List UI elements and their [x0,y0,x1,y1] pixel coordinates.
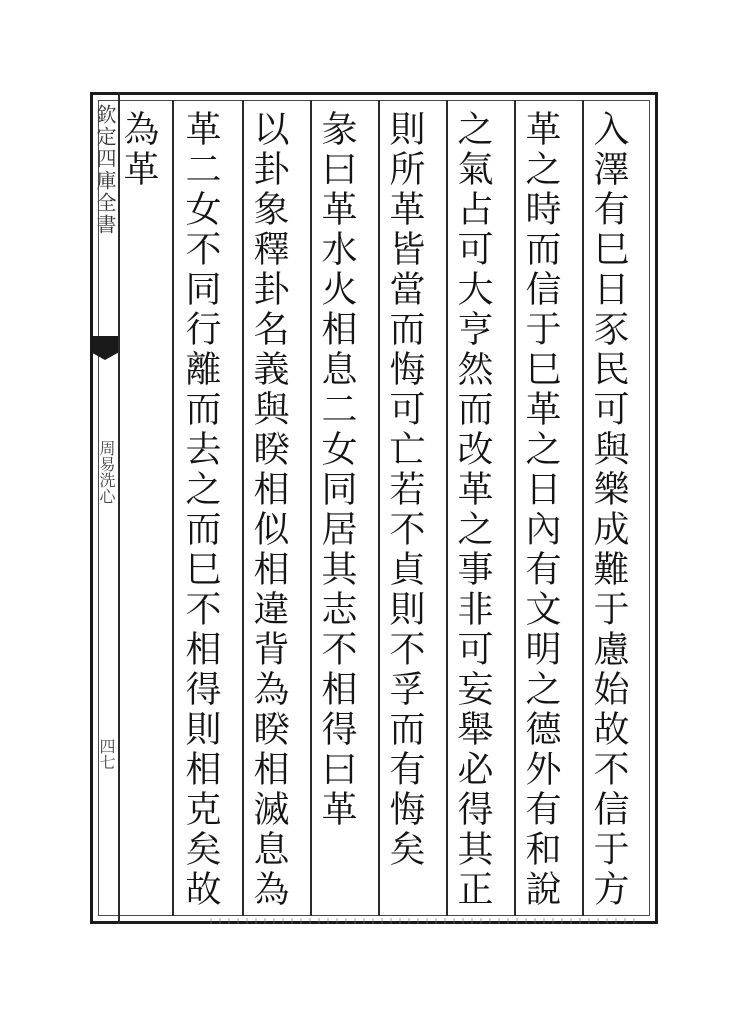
gutter-book-title: 周易洗心 [97,440,116,504]
text-column-7: 革二女不同行離而去之而巳不相得則相克矣故 [180,110,221,910]
gutter-top-label: 欽定四庫全書 [93,104,117,236]
text-column-6: 以卦象釋卦名義與睽相似相違背為睽相滅息為 [248,110,289,910]
text-column-4: 則所革皆當而悔可亡若不貞則不孚而有悔矣 [384,110,425,870]
column-divider [446,100,448,916]
column-divider [514,100,516,916]
column-divider [172,100,174,916]
gutter-page-number: 四七 [97,738,116,770]
text-column-1: 入澤有巳日豕民可與樂成難于慮始故不信于方 [588,110,629,910]
column-divider [310,100,312,916]
scan-noise [210,918,640,924]
column-divider [378,100,380,916]
text-column-8: 為革 [118,110,159,190]
text-column-2: 革之時而信于巳革之日內有文明之德外有和說 [520,110,561,910]
column-divider [242,100,244,916]
text-column-3: 之氣占可大亨然而改革之事非可妄舉必得其正 [452,110,493,910]
column-divider [582,100,584,916]
text-column-5: 彖曰革水火相息二女同居其志不相得曰革 [316,110,357,830]
